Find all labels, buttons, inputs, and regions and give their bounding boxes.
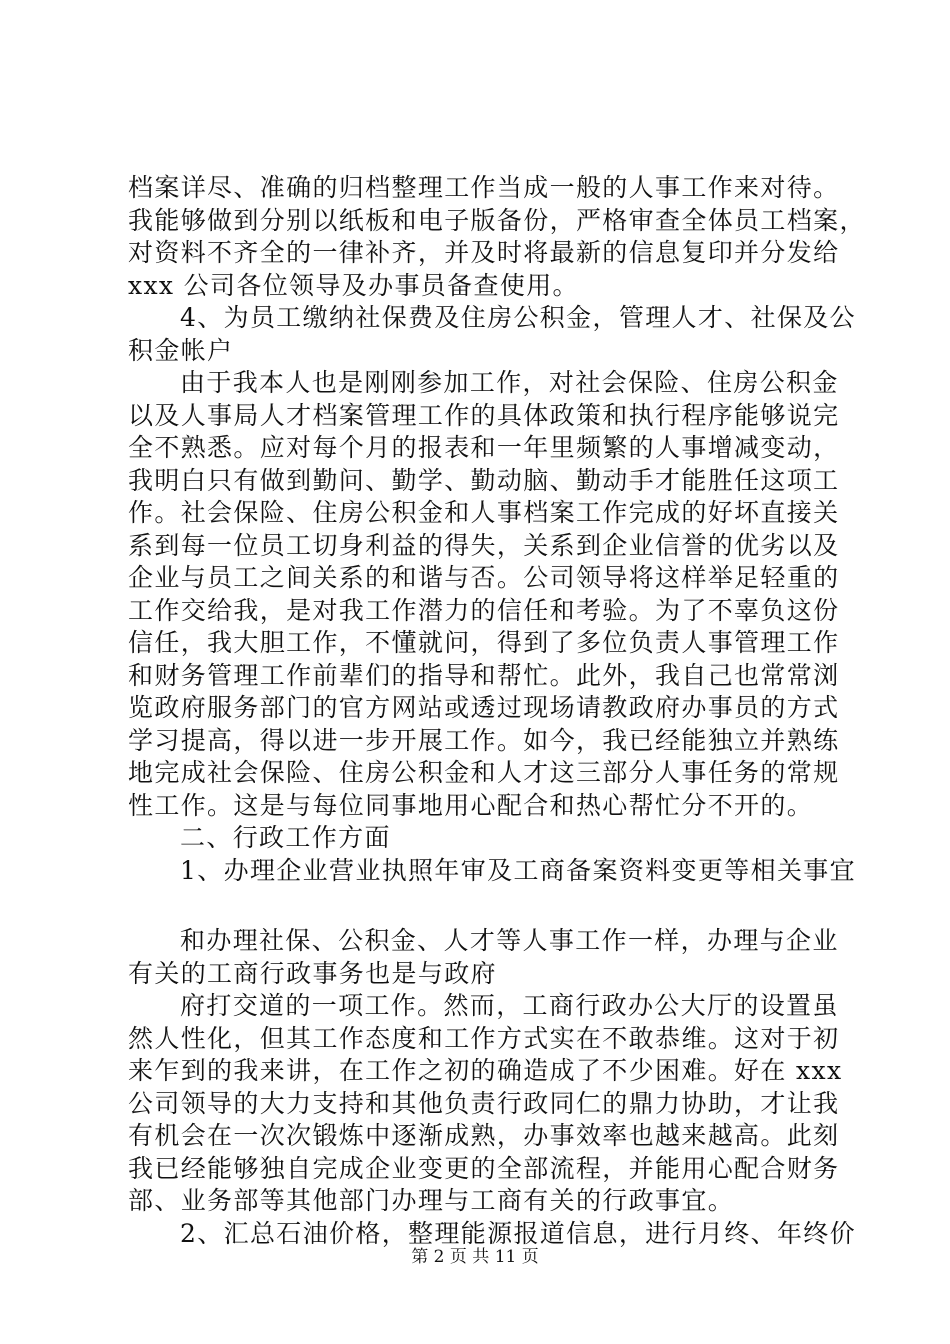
text-line: 2、汇总石油价格，整理能源报道信息，进行月终、年终价	[180, 1218, 857, 1248]
text-line: 1、办理企业营业执照年审及工商备案资料变更等相关事宜	[180, 855, 857, 885]
text-line: 企业与员工之间关系的和谐与否。公司领导将这样举足轻重的	[128, 563, 840, 592]
text-line: 我已经能够独自完成企业变更的全部流程，并能用心配合财务	[128, 1153, 840, 1183]
text-line: 有机会在一次次锻炼中逐渐成熟，办事效率也越来越高。此刻	[128, 1121, 840, 1150]
text-line: 地完成社会保险、住房公积金和人才这三部分人事任务的常规	[128, 758, 840, 787]
text-line: 全不熟悉。应对每个月的报表和一年里频繁的人事增减变动，	[128, 433, 840, 462]
text-line: 然人性化，但其工作态度和工作方式实在不敢恭维。这对于初	[128, 1023, 840, 1053]
text-line: 府打交道的一项工作。然而，工商行政办公大厅的设置虽	[180, 991, 839, 1020]
text-line: 4、为员工缴纳社保费及住房公积金，管理人才、社保及公	[180, 303, 857, 332]
text-line: 和财务管理工作前辈们的指导和帮忙。此外，我自己也常常浏	[128, 660, 840, 690]
text-line: 二、行政工作方面	[180, 823, 391, 852]
text-line: 学习提高，得以进一步开展工作。如今，我已经能独立并熟练	[128, 725, 840, 755]
text-line: 部、业务部等其他部门办理与工商有关的行政事宜。	[128, 1186, 735, 1215]
text-line: 作。社会保险、住房公积金和人事档案工作完成的好坏直接关	[128, 498, 840, 527]
text-line: 信任，我大胆工作，不懂就问，得到了多位负责人事管理工作	[128, 628, 840, 657]
page-footer	[0, 1242, 950, 1267]
text-line: 档案详尽、准确的归档整理工作当成一般的人事工作来对待。	[128, 173, 840, 202]
text-line: 有关的工商行政事务也是与政府	[128, 958, 497, 988]
text-line: 公司领导的大力支持和其他负责行政同仁的鼎力协助，才让我	[128, 1088, 840, 1118]
text-line: 工作交给我，是对我工作潜力的信任和考验。为了不辜负这份	[128, 595, 840, 625]
text-line: 览政府服务部门的官方网站或透过现场请教政府办事员的方式	[128, 693, 840, 722]
text-line: 性工作。这是与每位同事地用心配合和热心帮忙分不开的。	[128, 790, 814, 820]
text-line: 我明白只有做到勤问、勤学、勤动脑、勤动手才能胜任这项工	[128, 465, 840, 495]
text-line: 积金帐户	[128, 335, 234, 365]
text-line: xxx 公司各位领导及办事员备查使用。	[128, 270, 579, 300]
text-line: 系到每一位员工切身利益的得失，关系到企业信誉的优劣以及	[128, 530, 840, 560]
page-number: 第 2 页 共 11 页	[411, 1247, 539, 1267]
text-line: 来乍到的我来讲，在工作之初的确造成了不少困难。好在 xxx	[128, 1056, 843, 1085]
text-line: 由于我本人也是刚刚参加工作，对社会保险、住房公积金	[180, 368, 839, 397]
paragraph-gap	[128, 887, 833, 925]
text-line: 对资料不齐全的一律补齐，并及时将最新的信息复印并分发给	[128, 238, 840, 267]
text-line: 和办理社保、公积金、人才等人事工作一样，办理与企业	[180, 926, 839, 955]
text-line: 我能够做到分别以纸板和电子版备份，严格审查全体员工档案，	[128, 205, 866, 235]
document-body	[128, 172, 866, 1250]
text-line: 以及人事局人才档案管理工作的具体政策和执行程序能够说完	[128, 400, 840, 430]
